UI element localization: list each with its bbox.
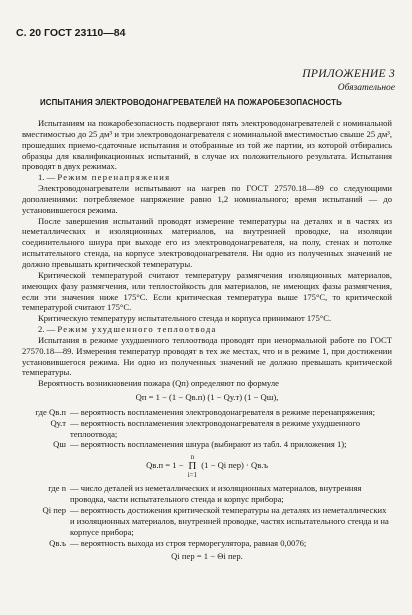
document-body: [22, 118, 392, 566]
formula-fire-probability: Qп = 1 − (1 − Qв.п) (1 − Qу.т) (1 − Qш),: [135, 392, 279, 403]
paragraph-critical-temp: Критической температурой считают температуру размягчения изоляционных материалов, имеющих фазу размягчения, или теплостойкость для материалов, не имеющих фазы размягчения, если эти значения ниже 175°С. Если критическая температура выше 175°С, то критической температурой считают 175°С.: [22, 269, 392, 313]
page-header: С. 20 ГОСТ 23110—84: [16, 27, 126, 39]
definition-row: [22, 483, 392, 505]
paragraph-intro: Испытаниям на пожаробезопасность подвергают пять электроводонагревателей с номинальной вместимостью до 25 дм³ и три электроводонагревателя с номинальной вместимостью свыше 25 дм³, прошедших приемо-сдаточные испытания и отобранные из той же партии, из которой отбирались образцы для квалификационных испытаний, в случае их положительного результата. Испытания проводят в двух режимах.: [22, 118, 392, 172]
definition-symbol: Qш: [53, 439, 66, 450]
formula-overvoltage-ignition: Qв.п = 1 − n Π i=1 (1 − Qi пер) · Qв.ъ: [146, 453, 268, 480]
definition-text: — вероятность воспламенения электроводонагревателя в режиме ухудшенного теплоотвода;: [70, 417, 361, 439]
definition-text: — вероятность воспламенения электроводонагревателя в режиме перенапряжения;: [70, 406, 375, 417]
definition-symbol: Qу.т: [50, 417, 66, 428]
definition-row: [22, 418, 392, 440]
definition-symbol: где Qв.п: [35, 406, 66, 417]
definition-row: [22, 538, 392, 549]
definition-row: [22, 407, 392, 418]
appendix-label: ПРИЛОЖЕНИЕ 3: [302, 68, 395, 80]
definition-symbol: Qв.ъ: [49, 537, 66, 548]
section-2-heading: 2. — Режим ухудшенного теплоотвода: [38, 324, 217, 335]
formula-critical-temp-probability: Qi пер = 1 − Θi пер.: [171, 551, 243, 562]
paragraph-overvoltage: Электроводонагреватели испытывают на нагрев по ГОСТ 27570.18—89 со следующими дополнениями: потребляемое напряжение равно 1,2 номинального; время испытаний — до установившегося режима.: [22, 183, 392, 215]
definition-row: [22, 439, 392, 450]
definition-text: — число деталей из неметаллических и изоляционных материалов, внутренняя проводка, части испытательного стенда и корпус прибора;: [70, 483, 362, 505]
section-1-heading: 1. — Режим перенапряжения: [38, 172, 171, 183]
definition-text: — вероятность выхода из строя терморегулятора, равная 0,0076;: [70, 537, 307, 548]
definition-text: — вероятность достижения критической температуры на деталях из неметаллических и изоляционных материалов, внутренней проводке, частях испытательного стенда и на корпусе прибора;: [70, 505, 389, 537]
product-operator: n Π i=1: [187, 453, 198, 480]
definition-text: — вероятность воспламенения шнура (выбирают из табл. 4 приложения 1);: [70, 439, 347, 450]
paragraph-stand-temp: Критическую температуру испытательного стенда и корпуса принимают 175°С.: [38, 313, 332, 324]
paragraph-measurements: После завершения испытаний проводят измерение температуры на деталях и в частях из неметаллических и изоляционных материалов, на внутренней проводке, на изоляции соединительного шнура при выходе его из электроводонагревателя, на полу, стенах и потолке испытательного стенда, на корпусе электроводонагревателя. Ни одно из полученных значений не должно превышать критической температуры.: [22, 215, 392, 269]
definition-symbol: где n: [48, 483, 66, 494]
definition-symbol: Qi пер: [42, 505, 66, 515]
definition-row: [22, 505, 392, 538]
paragraph-probability: Вероятность возникновения пожара (Qп) определяют по формуле: [38, 378, 279, 389]
paragraph-heat-removal: Испытания в режиме ухудшенного теплоотвода проводят при ненормальной работе по ГОСТ 27570.18—89. Измерения температур проводят в тех же местах, что и в режиме 1, при достижении установившегося режима. Ни одно из полученных значений не должно превышать критической температуры.: [22, 334, 392, 378]
appendix-status: Обязательное: [337, 83, 395, 93]
document-title: ИСПЫТАНИЯ ЭЛЕКТРОВОДОНАГРЕВАТЕЛЕЙ НА ПОЖАРОБЕЗОПАСНОСТЬ: [40, 98, 342, 107]
